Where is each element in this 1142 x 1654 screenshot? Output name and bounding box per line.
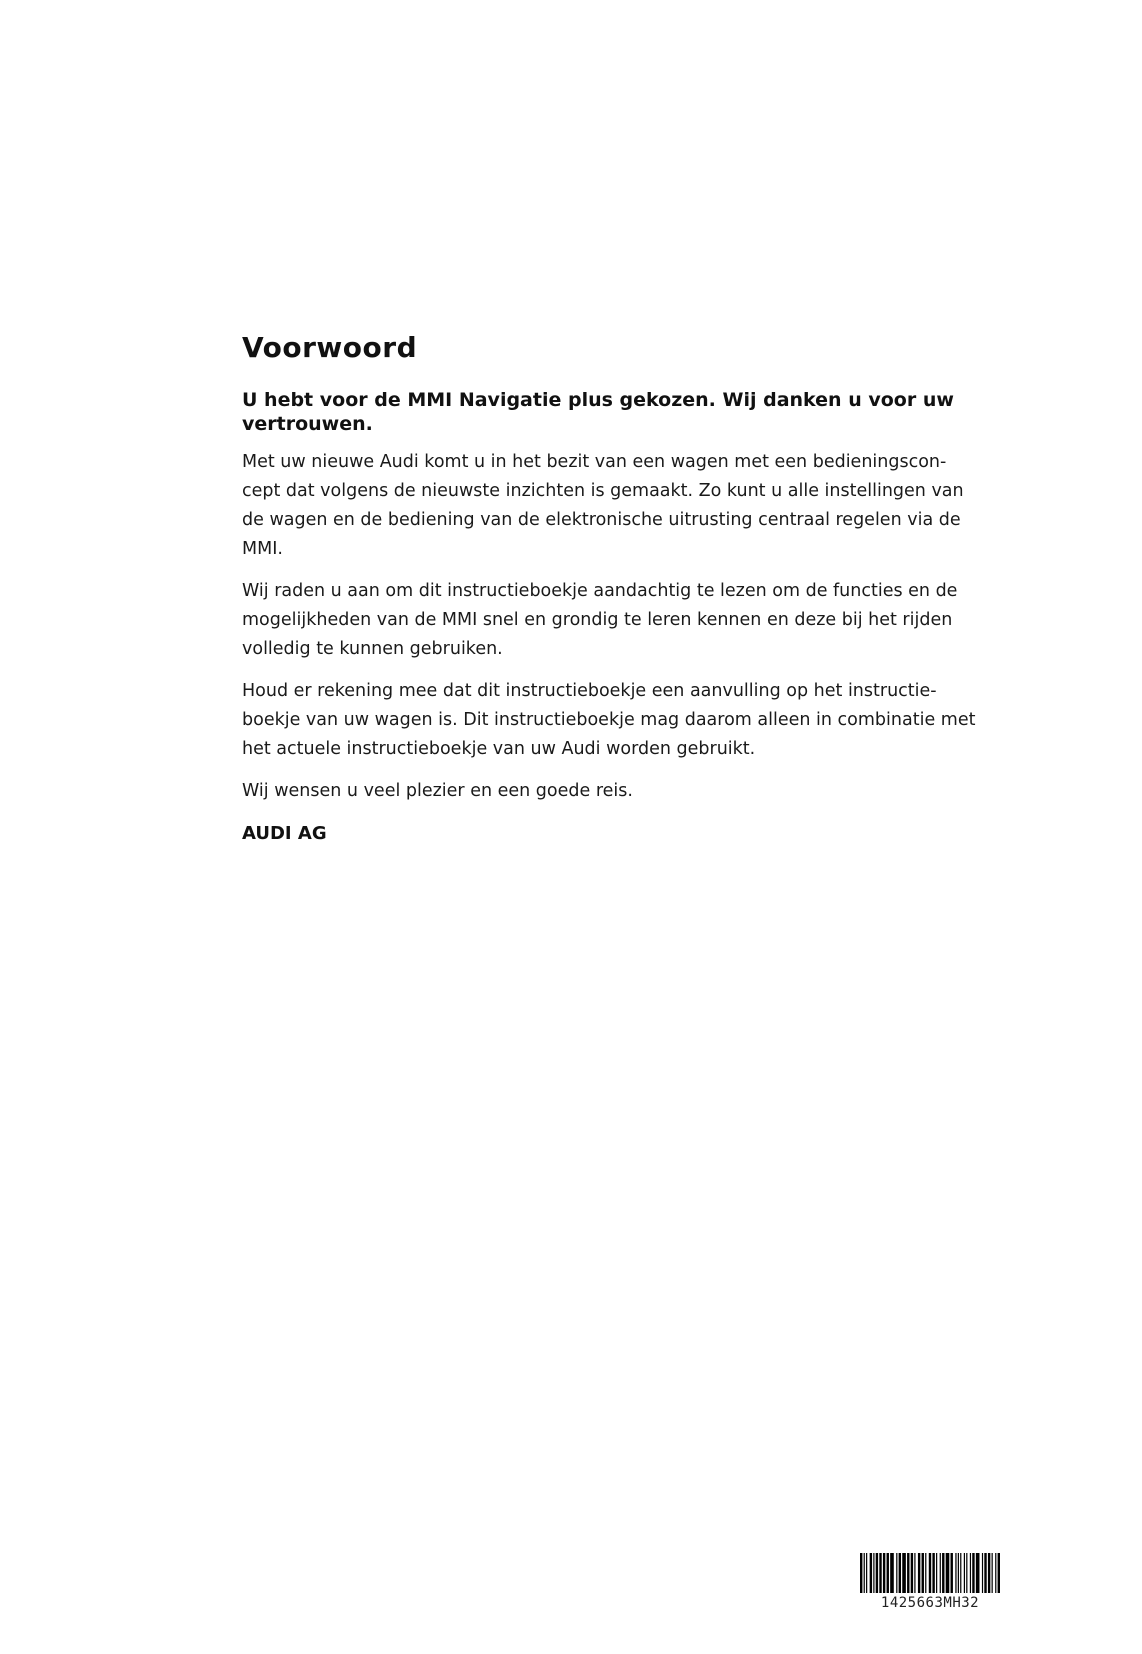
barcode-bar [984, 1553, 986, 1593]
barcode-bar [955, 1553, 956, 1593]
barcode-bar [976, 1553, 980, 1593]
barcode-bar [951, 1553, 953, 1593]
barcode-bar [936, 1553, 937, 1593]
barcode-bar [914, 1553, 915, 1593]
barcode-bar [887, 1553, 889, 1593]
barcode-bar [873, 1553, 874, 1593]
lead-text: U hebt voor de MMI Navigatie plus gekozen. Wij danken u voor uw vertrouwen. [242, 389, 954, 435]
barcode-bar [879, 1553, 881, 1593]
barcode-bar [902, 1553, 906, 1593]
barcode-number: 1425663MH32 [880, 1595, 980, 1611]
barcode-block [860, 1553, 1000, 1611]
barcode-bar [860, 1553, 862, 1593]
barcode-bar [972, 1553, 974, 1593]
barcode-bar [907, 1553, 909, 1593]
closing-paragraph: Wij wensen u veel plezier en een goede reis. [242, 781, 633, 801]
barcode-bar [940, 1553, 941, 1593]
page-title: Voorwoord [242, 331, 418, 364]
barcode-bar [899, 1553, 901, 1593]
barcode-bar [964, 1553, 965, 1593]
paragraph: Wij raden u aan om dit instructieboekje aandachtig te lezen om de functies en de mogelijkheden van de MMI snel en grondig te leren kennen en deze bij het rijden volledig te kunnen gebruiken. [242, 581, 958, 659]
barcode-bar [995, 1553, 996, 1593]
barcode-bar [911, 1553, 913, 1593]
barcode-bar [866, 1553, 867, 1593]
barcode-bar [890, 1553, 894, 1593]
barcode-bar [929, 1553, 931, 1593]
barcode-bar [982, 1553, 983, 1593]
paragraph: Met uw nieuwe Audi komt u in het bezit van een wagen met een bedieningscon-cept dat volgens de nieuwste inzichten is gemaakt. Zo kunt u alle instellingen van de wagen en de bediening van de elektronische uitrusting centraal regelen via de MMI. [242, 452, 964, 559]
barcode-bar [988, 1553, 990, 1593]
barcode-bar [918, 1553, 920, 1593]
barcode-bar [958, 1553, 959, 1593]
barcode-bar [925, 1553, 926, 1593]
barcode-bar [883, 1553, 885, 1593]
barcode-bar [966, 1553, 967, 1593]
barcode-bar [876, 1553, 878, 1593]
barcode-bar [998, 1553, 1000, 1593]
barcode-bar [932, 1553, 934, 1593]
signature: AUDI AG [242, 823, 327, 844]
foreword-section [242, 330, 982, 848]
barcode-bar [960, 1553, 961, 1593]
paragraph: Houd er rekening mee dat dit instructieboekje een aanvulling op het instructie-boekje van uw wagen is. Dit instructieboekje mag daarom alleen in combinatie met het actuele instructieboekje van uw Audi worden gebruikt. [242, 681, 976, 759]
barcode-bar [870, 1553, 872, 1593]
barcode-bar [946, 1553, 950, 1593]
barcode-image [860, 1553, 1000, 1593]
barcode-bar [922, 1553, 924, 1593]
barcode-bar [970, 1553, 971, 1593]
barcode-bar [942, 1553, 944, 1593]
barcode-bar [864, 1553, 865, 1593]
barcode-bar [992, 1553, 993, 1593]
barcode-bar [896, 1553, 897, 1593]
